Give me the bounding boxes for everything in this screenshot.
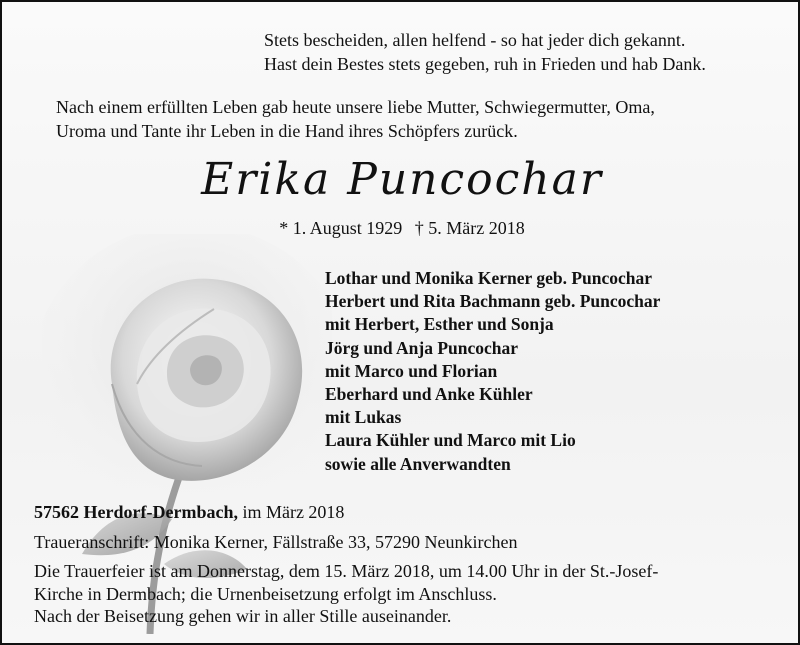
mourner-line: Jörg und Anja Puncochar bbox=[325, 337, 519, 358]
mourner-line: mit Herbert, Esther und Sonja bbox=[325, 314, 554, 335]
death-date: † 5. März 2018 bbox=[414, 218, 525, 238]
mourner-line: Lothar und Monika Kerner geb. Puncochar bbox=[325, 268, 653, 288]
deceased-name: Erika Puncochar bbox=[201, 154, 603, 205]
place-date bbox=[34, 500, 344, 524]
mourner-line: mit Marco und Florian bbox=[325, 360, 498, 381]
mourner-line: Eberhard und Anke Kühler bbox=[325, 384, 533, 405]
motto-line: Stets bescheiden, allen helfend - so hat jeder dich gekannt. bbox=[264, 30, 686, 50]
intro-line: Nach einem erfüllten Leben gab heute unsere liebe Mutter, Schwiegermutter, Oma, bbox=[56, 97, 655, 117]
mourner-line: Herbert und Rita Bachmann geb. Puncochar bbox=[325, 291, 661, 312]
ceremony-line: Die Trauerfeier ist am Donnerstag, dem 15. März 2018, um 14.00 Uhr in der St.-Josef- bbox=[34, 561, 659, 581]
motto-verse bbox=[264, 28, 706, 76]
intro-text bbox=[56, 95, 655, 143]
place-location: 57562 Herdorf-Dermbach, bbox=[34, 502, 238, 522]
intro-line: Uroma und Tante ihr Leben in die Hand ihres Schöpfers zurück. bbox=[56, 121, 518, 141]
ceremony-info bbox=[34, 560, 658, 628]
mourning-address: Traueranschrift: Monika Kerner, Fällstraße 33, 57290 Neunkirchen bbox=[34, 532, 518, 552]
mourner-line: mit Lukas bbox=[325, 407, 402, 428]
mourner-line: Laura Kühler und Marco mit Lio bbox=[325, 430, 576, 451]
ceremony-line: Kirche in Dermbach; die Urnenbeisetzung erfolgt im Anschluss. bbox=[34, 583, 497, 604]
birth-date: * 1. August 1929 bbox=[279, 218, 403, 238]
mourners-list bbox=[325, 267, 660, 476]
place-month: im März 2018 bbox=[242, 502, 345, 522]
ceremony-line: Nach der Beisetzung gehen wir in aller Stille auseinander. bbox=[34, 606, 452, 626]
mourner-line: sowie alle Anverwandten bbox=[325, 453, 511, 474]
motto-line: Hast dein Bestes stets gegeben, ruh in Frieden und hab Dank. bbox=[264, 54, 706, 74]
